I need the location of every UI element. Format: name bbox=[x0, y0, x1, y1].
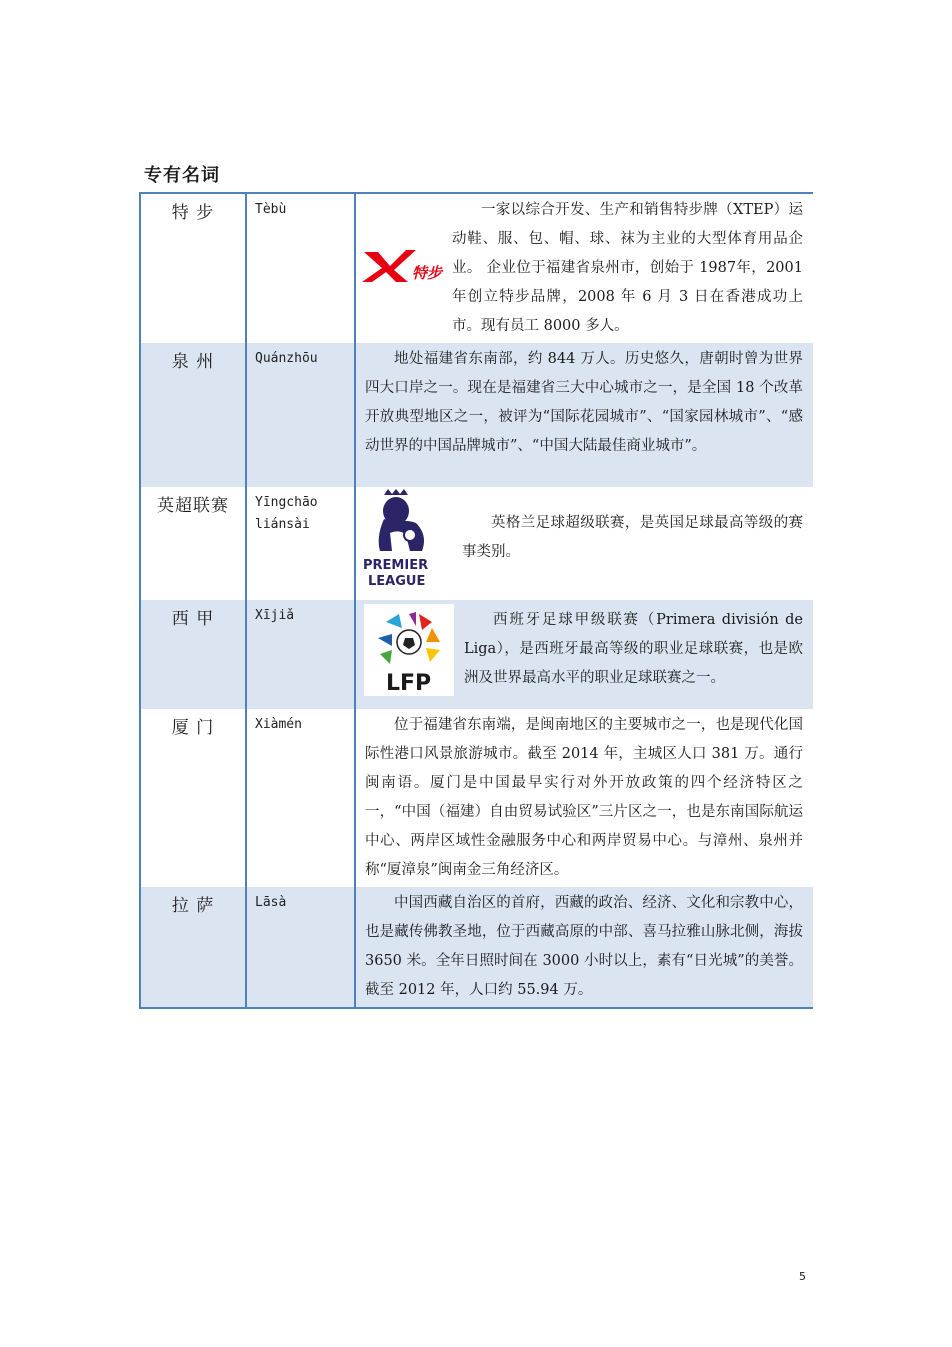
term-description-text: 英格兰足球超级联赛，是英国足球最高等级的赛事类别。 bbox=[462, 515, 803, 560]
xtep-logo bbox=[360, 196, 452, 297]
xtep-x-icon bbox=[360, 246, 450, 286]
term-name: 厦 门 bbox=[140, 709, 246, 887]
xtep-logo-text: 特步 bbox=[412, 264, 443, 282]
table-row bbox=[140, 600, 813, 709]
term-description bbox=[355, 193, 813, 343]
term-description bbox=[355, 600, 813, 709]
table-row bbox=[140, 343, 813, 487]
lfp-logo bbox=[364, 602, 464, 707]
term-description-text: 地处福建省东南部，约 844 万人。历史悠久，唐朝时曾为世界四大口岸之一。现在是福建省三大中心城市之一，是全国 18 个改革开放典型地区之一，被评为“国际花园城市”、“国家园林城市”、“感动世界的中国品牌城市”、“中国大陆最佳商业城市”。 bbox=[365, 351, 803, 454]
term-description-text: 一家以综合开发、生产和销售特步牌（XTEP）运动鞋、服、包、帽、球、袜为主业的大型体育用品企业。 企业位于福建省泉州市，创始于 1987年，2001 年创立特步品牌，2008 年 6 月 3 日在香港成功上市。现有员工 8000 多人。 bbox=[452, 202, 803, 334]
term-description bbox=[355, 343, 813, 487]
table-row bbox=[140, 709, 813, 887]
term-name: 西 甲 bbox=[140, 600, 246, 709]
term-description-text: 中国西藏自治区的首府，西藏的政治、经济、文化和宗教中心，也是藏传佛教圣地，位于西藏高原的中部、喜马拉雅山脉北侧，海拔 3650 米。全年日照时间在 3000 小时以上，素有“日光城”的美誉。截至 2012 年，人口约 55.94 万。 bbox=[365, 895, 803, 998]
term-name: 英超联赛 bbox=[140, 487, 246, 600]
term-description-text: 西班牙足球甲级联赛（Primera división de Liga），是西班牙最高等级的职业足球联赛，也是欧洲及世界最高水平的职业足球联赛之一。 bbox=[464, 612, 803, 686]
page-number: 5 bbox=[799, 1270, 806, 1283]
premier-league-logo bbox=[362, 489, 462, 598]
lion-icon bbox=[362, 489, 436, 587]
term-description-text: 位于福建省东南端，是闽南地区的主要城市之一，也是现代化国际性港口风景旅游城市。截至 2014 年，主城区人口 381 万。通行闽南语。厦门是中国最早实行对外开放政策的四个经济特区之一，“中国（福建）自由贸易试验区”三片区之一，也是东南国际航运中心、两岸区域性金融服务中心和两岸贸易中心。与漳州、泉州并称“厦漳泉”闽南金三角经济区。 bbox=[365, 717, 803, 878]
term-description bbox=[355, 709, 813, 887]
term-description bbox=[355, 887, 813, 1008]
term-pinyin: Quánzhōu bbox=[246, 343, 355, 487]
table-row bbox=[140, 193, 813, 343]
table-row bbox=[140, 487, 813, 600]
section-heading: 专有名词 bbox=[144, 165, 220, 186]
term-pinyin: Lāsà bbox=[246, 887, 355, 1008]
term-pinyin: Xījiǎ bbox=[246, 600, 355, 709]
term-pinyin: Yīngchāo liánsài bbox=[246, 487, 355, 600]
premier-text: PREMIER bbox=[363, 558, 429, 573]
terms-table bbox=[139, 192, 813, 1009]
term-name: 特 步 bbox=[140, 193, 246, 343]
lfp-icon bbox=[364, 604, 454, 696]
term-name: 拉 萨 bbox=[140, 887, 246, 1008]
league-text: LEAGUE bbox=[368, 574, 426, 587]
term-pinyin: Xiàmén bbox=[246, 709, 355, 887]
table-row bbox=[140, 887, 813, 1008]
term-description bbox=[355, 487, 813, 600]
term-name: 泉 州 bbox=[140, 343, 246, 487]
term-pinyin: Tèbù bbox=[246, 193, 355, 343]
lfp-logo-text: LFP bbox=[386, 671, 432, 696]
